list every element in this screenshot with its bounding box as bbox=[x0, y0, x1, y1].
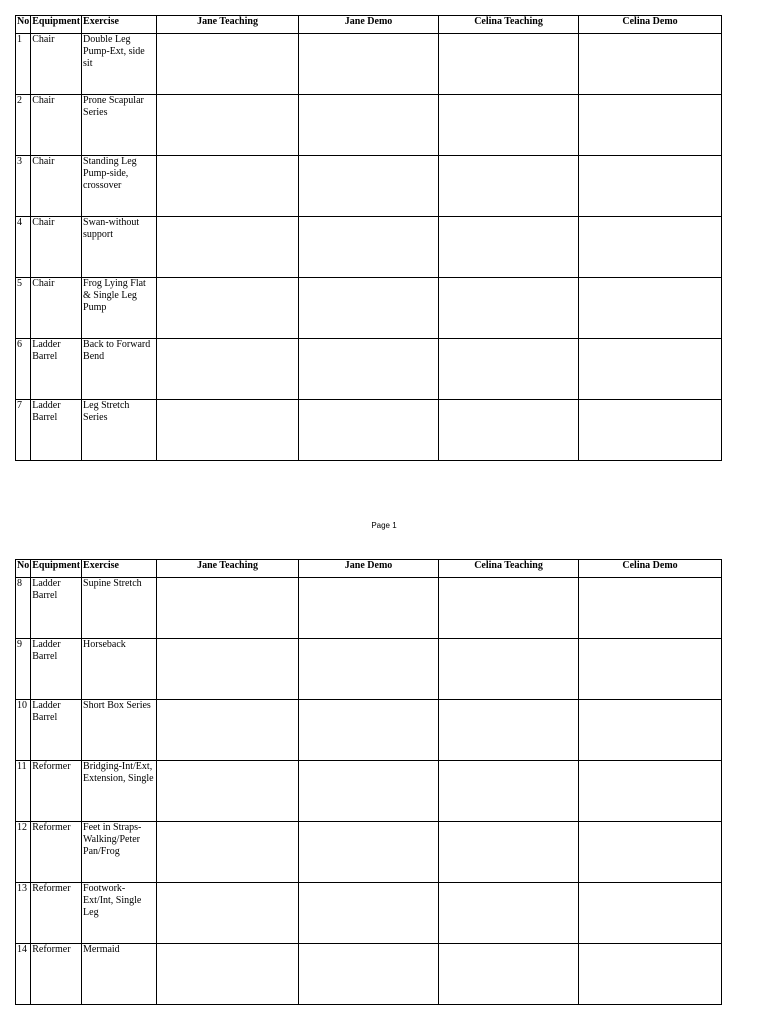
row-exercise: Frog Lying Flat & Single Leg Pump bbox=[82, 278, 157, 339]
header-equipment: Equipment bbox=[31, 16, 82, 34]
celina-teaching-cell[interactable] bbox=[439, 944, 579, 1005]
jane-teaching-cell[interactable] bbox=[157, 822, 299, 883]
row-number: 1 bbox=[16, 34, 31, 95]
header-celina-demo: Celina Demo bbox=[579, 16, 722, 34]
jane-demo-cell[interactable] bbox=[299, 822, 439, 883]
header-no: No bbox=[16, 16, 31, 34]
row-number: 3 bbox=[16, 156, 31, 217]
row-equipment: Chair bbox=[31, 278, 82, 339]
header-jane-demo: Jane Demo bbox=[299, 16, 439, 34]
row-exercise: Bridging-Int/Ext, Extension, Single bbox=[82, 761, 157, 822]
row-equipment: Chair bbox=[31, 217, 82, 278]
celina-demo-cell[interactable] bbox=[579, 34, 722, 95]
header-row bbox=[16, 16, 722, 34]
row-exercise: Standing Leg Pump-side, crossover bbox=[82, 156, 157, 217]
table-row bbox=[16, 944, 722, 1005]
jane-demo-cell[interactable] bbox=[299, 339, 439, 400]
jane-teaching-cell[interactable] bbox=[157, 883, 299, 944]
row-number: 8 bbox=[16, 578, 31, 639]
jane-teaching-cell[interactable] bbox=[157, 578, 299, 639]
celina-demo-cell[interactable] bbox=[579, 339, 722, 400]
header-exercise: Exercise bbox=[82, 16, 157, 34]
table-row bbox=[16, 400, 722, 461]
row-exercise: Double Leg Pump-Ext, side sit bbox=[82, 34, 157, 95]
jane-teaching-cell[interactable] bbox=[157, 944, 299, 1005]
celina-demo-cell[interactable] bbox=[579, 822, 722, 883]
header-jane-teaching: Jane Teaching bbox=[157, 560, 299, 578]
row-number: 13 bbox=[16, 883, 31, 944]
row-exercise: Mermaid bbox=[82, 944, 157, 1005]
table-row bbox=[16, 761, 722, 822]
celina-teaching-cell[interactable] bbox=[439, 400, 579, 461]
exercise-table-page-2 bbox=[15, 559, 722, 1005]
table-row bbox=[16, 339, 722, 400]
celina-teaching-cell[interactable] bbox=[439, 339, 579, 400]
row-number: 4 bbox=[16, 217, 31, 278]
row-equipment: Chair bbox=[31, 95, 82, 156]
celina-demo-cell[interactable] bbox=[579, 700, 722, 761]
celina-demo-cell[interactable] bbox=[579, 95, 722, 156]
table-row bbox=[16, 156, 722, 217]
header-celina-demo: Celina Demo bbox=[579, 560, 722, 578]
celina-teaching-cell[interactable] bbox=[439, 278, 579, 339]
jane-demo-cell[interactable] bbox=[299, 578, 439, 639]
celina-teaching-cell[interactable] bbox=[439, 95, 579, 156]
celina-teaching-cell[interactable] bbox=[439, 578, 579, 639]
row-equipment: Ladder Barrel bbox=[31, 639, 82, 700]
celina-demo-cell[interactable] bbox=[579, 278, 722, 339]
table-row bbox=[16, 883, 722, 944]
jane-demo-cell[interactable] bbox=[299, 761, 439, 822]
jane-demo-cell[interactable] bbox=[299, 156, 439, 217]
row-equipment: Reformer bbox=[31, 883, 82, 944]
row-equipment: Chair bbox=[31, 156, 82, 217]
header-jane-demo: Jane Demo bbox=[299, 560, 439, 578]
header-exercise: Exercise bbox=[82, 560, 157, 578]
row-exercise: Leg Stretch Series bbox=[82, 400, 157, 461]
row-exercise: Prone Scapular Series bbox=[82, 95, 157, 156]
celina-demo-cell[interactable] bbox=[579, 883, 722, 944]
row-exercise: Feet in Straps-Walking/Peter Pan/Frog bbox=[82, 822, 157, 883]
celina-teaching-cell[interactable] bbox=[439, 883, 579, 944]
jane-demo-cell[interactable] bbox=[299, 883, 439, 944]
row-exercise: Back to Forward Bend bbox=[82, 339, 157, 400]
jane-teaching-cell[interactable] bbox=[157, 400, 299, 461]
row-number: 12 bbox=[16, 822, 31, 883]
jane-teaching-cell[interactable] bbox=[157, 700, 299, 761]
jane-demo-cell[interactable] bbox=[299, 400, 439, 461]
page-label: Page 1 bbox=[371, 521, 397, 530]
row-exercise: Swan-without support bbox=[82, 217, 157, 278]
header-celina-teaching: Celina Teaching bbox=[439, 560, 579, 578]
celina-demo-cell[interactable] bbox=[579, 639, 722, 700]
jane-teaching-cell[interactable] bbox=[157, 761, 299, 822]
row-number: 5 bbox=[16, 278, 31, 339]
jane-teaching-cell[interactable] bbox=[157, 34, 299, 95]
celina-teaching-cell[interactable] bbox=[439, 822, 579, 883]
jane-demo-cell[interactable] bbox=[299, 700, 439, 761]
header-equipment: Equipment bbox=[31, 560, 82, 578]
row-equipment: Ladder Barrel bbox=[31, 578, 82, 639]
header-row bbox=[16, 560, 722, 578]
jane-demo-cell[interactable] bbox=[299, 944, 439, 1005]
row-equipment: Ladder Barrel bbox=[31, 700, 82, 761]
jane-teaching-cell[interactable] bbox=[157, 339, 299, 400]
header-jane-teaching: Jane Teaching bbox=[157, 16, 299, 34]
jane-teaching-cell[interactable] bbox=[157, 278, 299, 339]
celina-teaching-cell[interactable] bbox=[439, 217, 579, 278]
table-row bbox=[16, 578, 722, 639]
exercise-table-page-1 bbox=[15, 15, 722, 461]
celina-demo-cell[interactable] bbox=[579, 217, 722, 278]
row-exercise: Footwork-Ext/Int, Single Leg bbox=[82, 883, 157, 944]
row-equipment: Reformer bbox=[31, 761, 82, 822]
celina-demo-cell[interactable] bbox=[579, 578, 722, 639]
jane-demo-cell[interactable] bbox=[299, 217, 439, 278]
row-exercise: Short Box Series bbox=[82, 700, 157, 761]
celina-teaching-cell[interactable] bbox=[439, 34, 579, 95]
table-row bbox=[16, 34, 722, 95]
jane-teaching-cell[interactable] bbox=[157, 639, 299, 700]
row-number: 2 bbox=[16, 95, 31, 156]
row-number: 7 bbox=[16, 400, 31, 461]
row-number: 11 bbox=[16, 761, 31, 822]
jane-demo-cell[interactable] bbox=[299, 278, 439, 339]
celina-teaching-cell[interactable] bbox=[439, 700, 579, 761]
row-equipment: Chair bbox=[31, 34, 82, 95]
row-equipment: Reformer bbox=[31, 944, 82, 1005]
row-equipment: Reformer bbox=[31, 822, 82, 883]
table-row bbox=[16, 217, 722, 278]
row-exercise: Supine Stretch bbox=[82, 578, 157, 639]
jane-teaching-cell[interactable] bbox=[157, 217, 299, 278]
row-equipment: Ladder Barrel bbox=[31, 400, 82, 461]
celina-demo-cell[interactable] bbox=[579, 761, 722, 822]
celina-teaching-cell[interactable] bbox=[439, 639, 579, 700]
jane-demo-cell[interactable] bbox=[299, 34, 439, 95]
celina-teaching-cell[interactable] bbox=[439, 761, 579, 822]
row-number: 9 bbox=[16, 639, 31, 700]
row-number: 14 bbox=[16, 944, 31, 1005]
jane-demo-cell[interactable] bbox=[299, 639, 439, 700]
celina-demo-cell[interactable] bbox=[579, 400, 722, 461]
table-row bbox=[16, 822, 722, 883]
table-row bbox=[16, 639, 722, 700]
header-celina-teaching: Celina Teaching bbox=[439, 16, 579, 34]
table-row bbox=[16, 95, 722, 156]
jane-teaching-cell[interactable] bbox=[157, 95, 299, 156]
celina-demo-cell[interactable] bbox=[579, 944, 722, 1005]
table-row bbox=[16, 700, 722, 761]
celina-teaching-cell[interactable] bbox=[439, 156, 579, 217]
jane-teaching-cell[interactable] bbox=[157, 156, 299, 217]
row-number: 6 bbox=[16, 339, 31, 400]
celina-demo-cell[interactable] bbox=[579, 156, 722, 217]
header-no: No bbox=[16, 560, 31, 578]
jane-demo-cell[interactable] bbox=[299, 95, 439, 156]
row-exercise: Horseback bbox=[82, 639, 157, 700]
row-equipment: Ladder Barrel bbox=[31, 339, 82, 400]
row-number: 10 bbox=[16, 700, 31, 761]
table-row bbox=[16, 278, 722, 339]
